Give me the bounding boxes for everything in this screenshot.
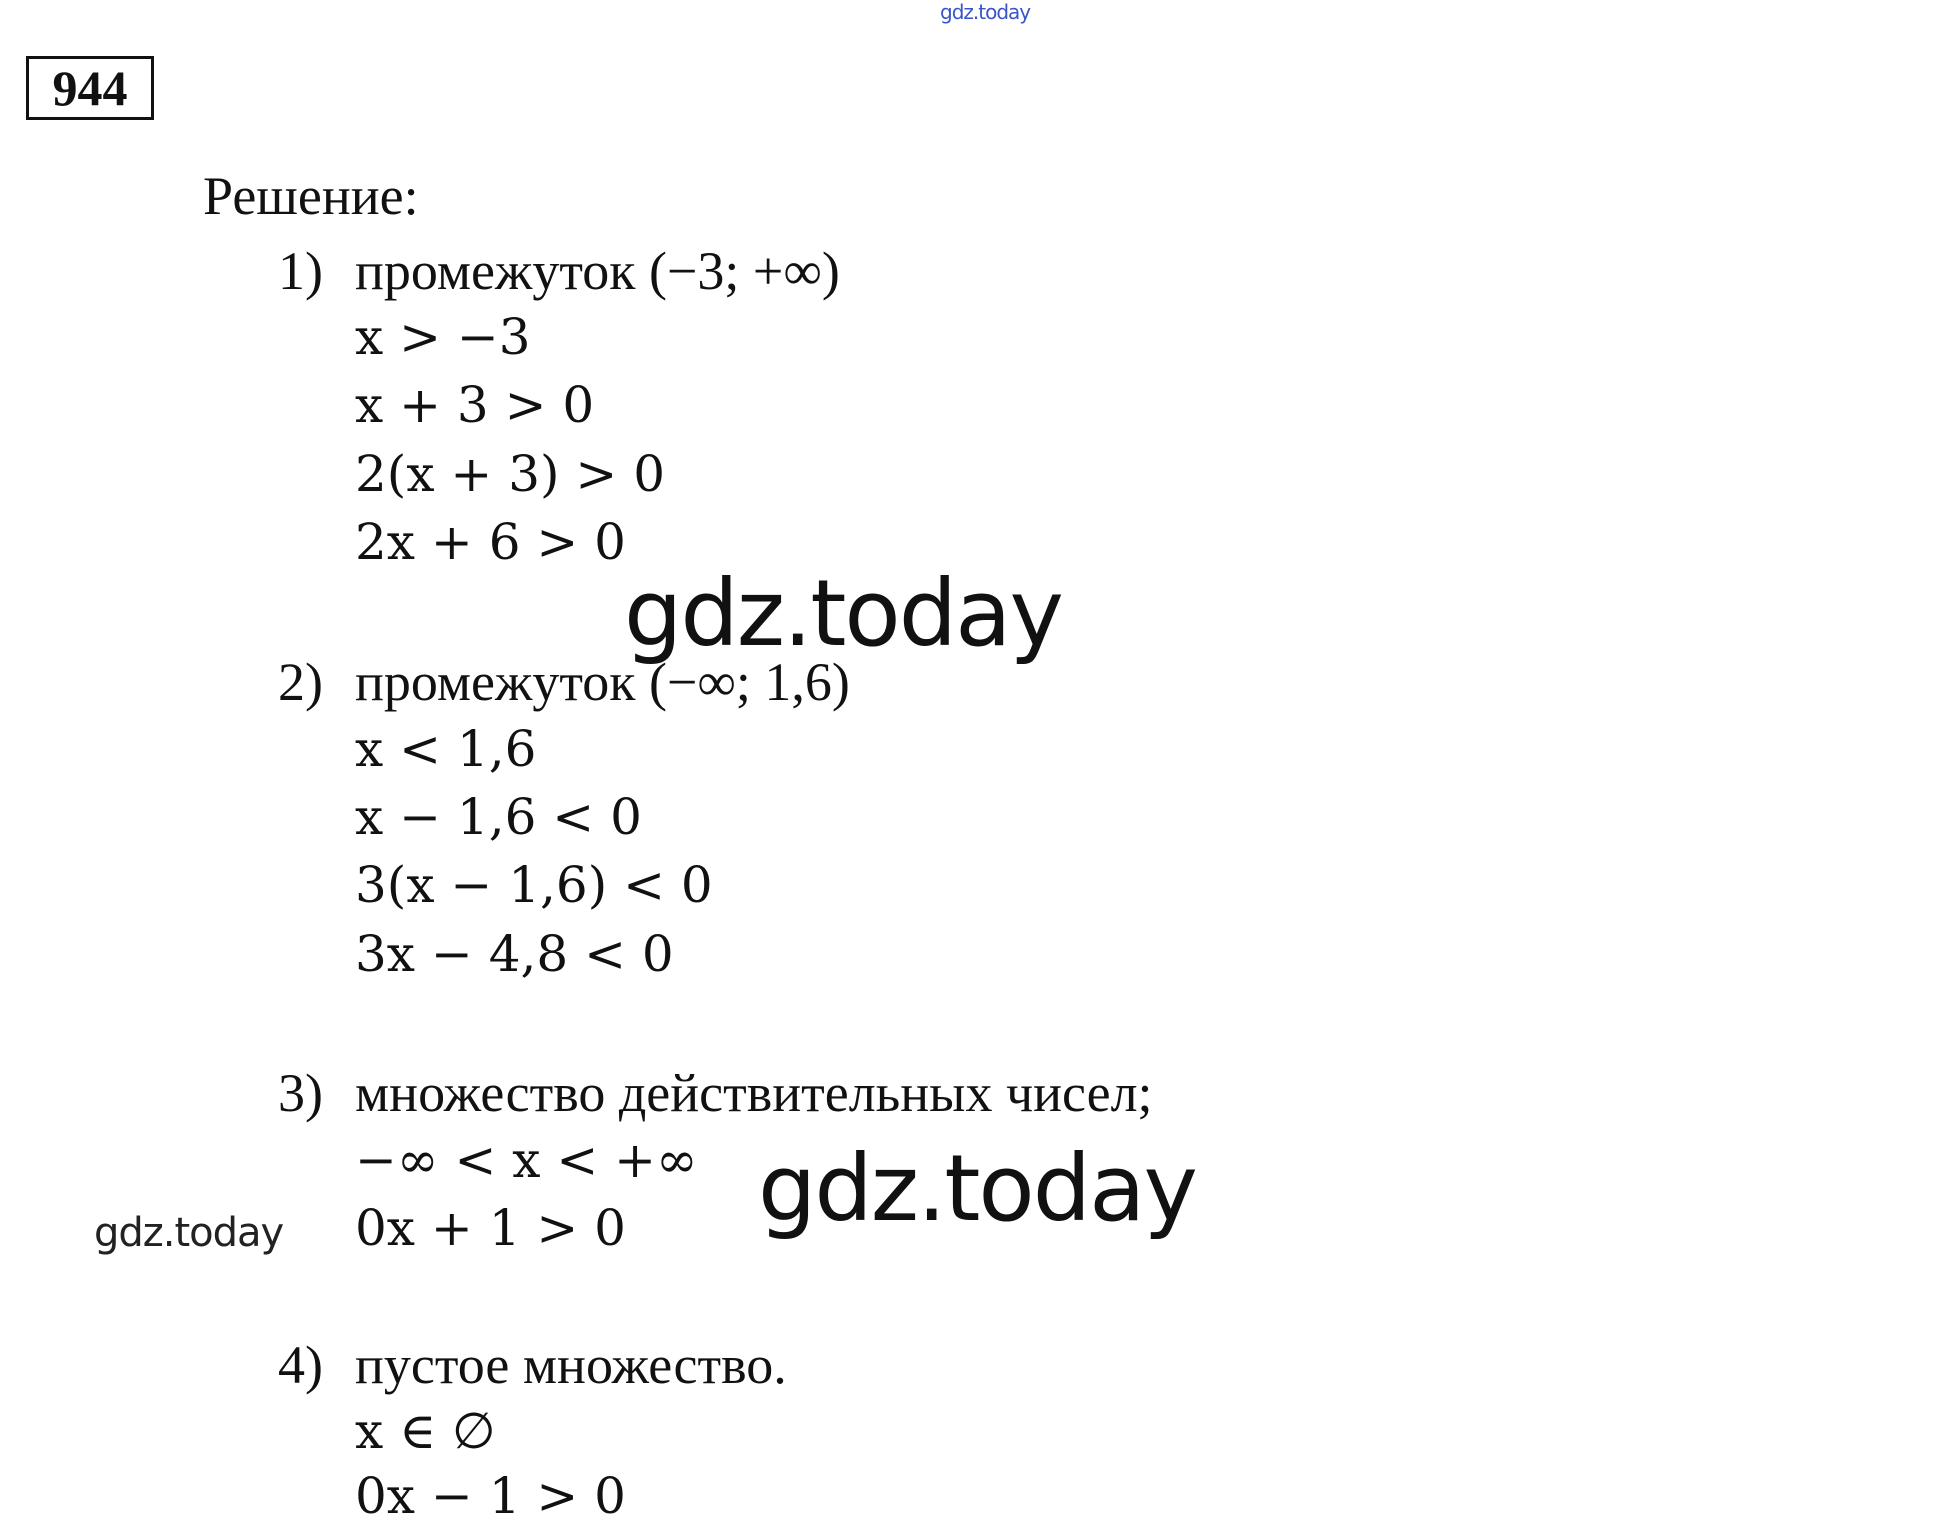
solution-heading: Решение:	[203, 166, 419, 226]
item-2-line-2: x − 1,6 < 0	[355, 788, 642, 846]
item-1-line-2: x + 3 > 0	[355, 376, 595, 434]
item-3-line-1: −∞ < x < +∞	[355, 1131, 698, 1189]
problem-number-box: 944	[26, 56, 154, 120]
item-3-title: множество действительных чисел;	[355, 1063, 1153, 1123]
item-4-line-1: x ∈ ∅	[355, 1402, 496, 1460]
item-1-title: промежуток (−3; +∞)	[355, 241, 840, 301]
item-2-line-3: 3(x − 1,6) < 0	[355, 856, 713, 914]
item-1-line-4: 2x + 6 > 0	[355, 513, 626, 571]
item-4-title: пустое множество.	[355, 1335, 787, 1395]
item-1-number: 1)	[278, 241, 323, 301]
item-4-line-2: 0x − 1 > 0	[355, 1467, 626, 1525]
item-3-line-2: 0x + 1 > 0	[355, 1199, 626, 1257]
watermark-center-1: gdz.today	[624, 560, 1062, 667]
watermark-left: gdz.today	[94, 1210, 284, 1256]
item-1-line-3: 2(x + 3) > 0	[355, 445, 666, 503]
item-2-number: 2)	[278, 652, 323, 712]
watermark-center-2: gdz.today	[758, 1135, 1196, 1242]
item-2-title: промежуток (−∞; 1,6)	[355, 652, 850, 712]
item-2-line-4: 3x − 4,8 < 0	[355, 925, 674, 983]
item-1-line-1: x > −3	[355, 308, 531, 366]
watermark-top: gdz.today	[940, 0, 1031, 24]
item-3-number: 3)	[278, 1063, 323, 1123]
item-4-number: 4)	[278, 1335, 323, 1395]
item-2-line-1: x < 1,6	[355, 720, 537, 778]
